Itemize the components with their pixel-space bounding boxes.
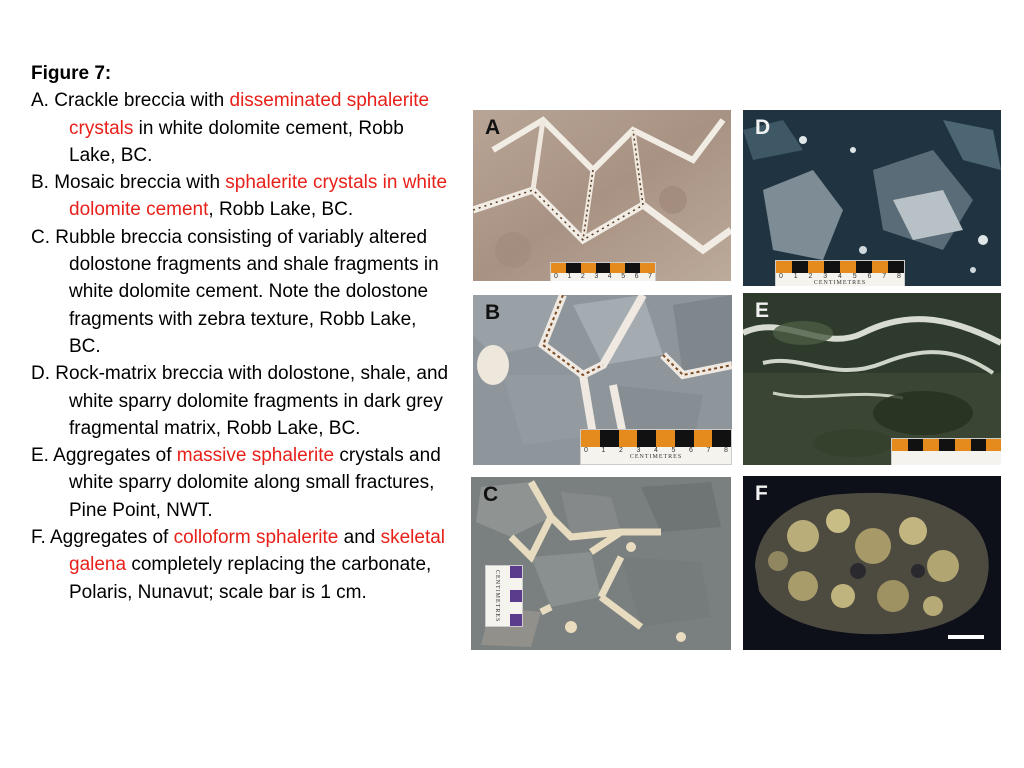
caption-item xyxy=(31,442,451,524)
photo-a-image xyxy=(473,110,731,281)
ruler-squares xyxy=(581,430,731,447)
scale-ruler-d xyxy=(775,260,905,286)
photo-b xyxy=(473,295,732,465)
ruler-squares xyxy=(892,439,1001,451)
caption-text: A. Crackle breccia with xyxy=(31,90,230,112)
photo-c xyxy=(471,477,731,650)
ruler-numbers: 0 1 2 3 4 5 6 7 8 xyxy=(779,272,901,280)
highlighted-term: skeletal galena xyxy=(69,527,446,576)
figure-title: Figure 7: xyxy=(31,63,112,84)
scale-ruler-e xyxy=(891,438,1001,465)
highlighted-term: colloform sphalerite xyxy=(173,527,339,549)
caption-item xyxy=(31,169,451,224)
photo-d xyxy=(743,110,1001,286)
photo-c-label: C xyxy=(483,483,499,506)
photo-d-label: D xyxy=(755,116,771,139)
caption-text: crystals and white sparry dolomite along small fractures, Pine Point, NWT. xyxy=(69,445,441,521)
ruler-unit: CENTIMETRES xyxy=(629,454,683,460)
caption-text: completely replacing the carbonate, Polaris, Nunavut; scale bar is 1 cm. xyxy=(69,554,432,603)
scale-bar xyxy=(948,635,984,639)
photo-a-label: A xyxy=(485,116,501,139)
caption-text: C. Rubble breccia consisting of variably altered dolostone fragments and shale fragments in white dolomite cement. Note the dolostone fragments with zebra texture, Robb Lake, BC. xyxy=(31,226,439,357)
caption-text: F. Aggregates of xyxy=(31,527,174,549)
ruler-squares xyxy=(551,263,655,273)
photo-b-label: B xyxy=(485,301,501,324)
photo-e-label: E xyxy=(755,299,770,322)
caption-text: D. Rock-matrix breccia with dolostone, shale, and white sparry dolomite fragments in dark grey fragmental matrix, Robb Lake, BC. xyxy=(31,363,449,439)
caption-item xyxy=(31,360,451,442)
caption-text: E. Aggregates of xyxy=(31,445,177,467)
scale-ruler-c xyxy=(485,565,523,627)
caption-text: B. Mosaic breccia with xyxy=(31,172,226,194)
ruler-numbers: 0 1 2 3 4 5 6 7 xyxy=(554,272,652,280)
caption-text: , Robb Lake, BC. xyxy=(208,199,354,221)
photo-e xyxy=(743,293,1001,465)
photo-f-label: F xyxy=(755,482,768,505)
scale-ruler-a xyxy=(550,262,656,281)
ruler-unit: CENTIMETRES xyxy=(813,279,867,286)
highlighted-term: massive sphalerite xyxy=(176,445,335,467)
figure-caption xyxy=(31,60,451,606)
caption-text: and xyxy=(338,527,381,549)
caption-item xyxy=(31,87,451,169)
caption-list xyxy=(31,87,451,606)
photo-f-image xyxy=(743,476,1001,650)
highlighted-term: sphalerite crystals in white dolomite cement xyxy=(69,172,448,221)
ruler-squares xyxy=(776,261,904,273)
caption-item xyxy=(31,524,451,606)
ruler-numbers: 0 1 2 3 4 5 6 7 8 xyxy=(584,447,728,454)
scale-ruler-b xyxy=(580,429,732,465)
caption-item xyxy=(31,224,451,360)
ruler-unit: CENTIMETRES xyxy=(494,570,500,623)
photo-f xyxy=(743,476,1001,650)
ruler-squares xyxy=(510,566,522,626)
caption-text: in white dolomite cement, Robb Lake, BC. xyxy=(69,117,404,166)
photo-a xyxy=(473,110,731,281)
highlighted-term: disseminated sphalerite crystals xyxy=(69,90,430,139)
